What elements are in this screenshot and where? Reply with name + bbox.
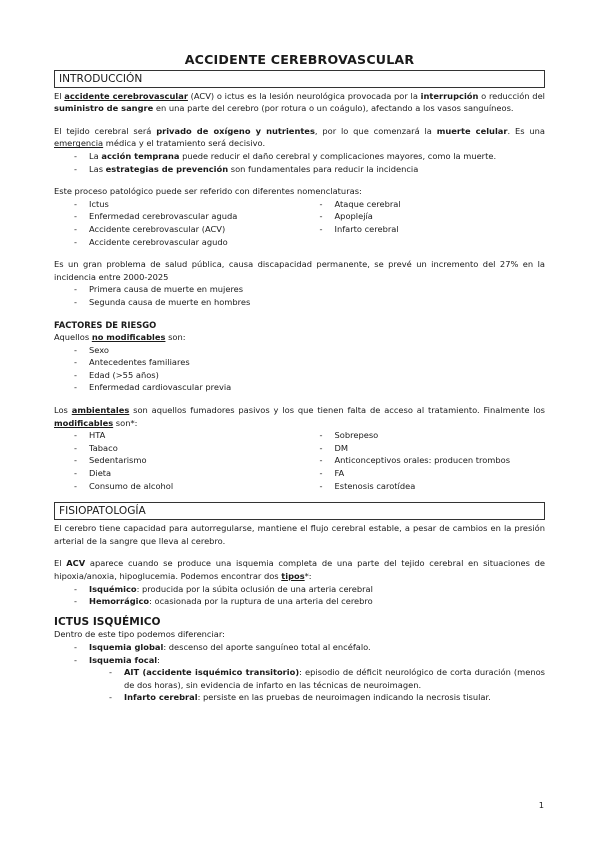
list-item: - Consumo de alcohol bbox=[54, 480, 300, 493]
text: en una parte del cerebro (por rotura o un coágulo), afectando a los vasos sanguíneos. bbox=[153, 103, 514, 114]
ictus-heading: ICTUS ISQUÉMICO bbox=[54, 615, 161, 628]
text: El bbox=[54, 90, 65, 101]
list-item: - AIT (accidente isquémico transitorio): episodio de déficit neurológico de corta duración (menos de dos horas), sin evidencia de infarto en las técnicas de neuroimagen. bbox=[54, 666, 545, 691]
list-item: - Estenosis carotídea bbox=[300, 480, 546, 493]
nomenclature-columns bbox=[54, 198, 545, 248]
list-item: - Sexo bbox=[54, 344, 545, 357]
intro-list bbox=[54, 150, 545, 175]
text: o reducción del bbox=[478, 90, 545, 101]
text: , por lo que comenzará la bbox=[314, 125, 437, 136]
list-item: - Sedentarismo bbox=[54, 454, 300, 467]
focal-sublist bbox=[54, 666, 545, 704]
list-item: - DM bbox=[300, 442, 546, 455]
list-item: - Enfermedad cardiovascular previa bbox=[54, 381, 545, 394]
fisio-paragraph-1: El cerebro tiene capacidad para autorregularse, mantiene el flujo cerebral estable, a pesar de cambios en la presión arterial de la sangre que lleva al cerebro. bbox=[54, 523, 545, 546]
list-item: - Hemorrágico: ocasionada por la ruptura de una arteria del cerebro bbox=[54, 595, 545, 608]
document-body bbox=[54, 54, 545, 704]
list-item: - Sobrepeso bbox=[300, 429, 546, 442]
list-item: - FA bbox=[300, 467, 546, 480]
list-item: - Accidente cerebrovascular (ACV) bbox=[54, 223, 300, 236]
list-item: - Segunda causa de muerte en hombres bbox=[54, 296, 545, 309]
nonmod-list bbox=[54, 344, 545, 394]
text: médica y el tratamiento será decisivo. bbox=[103, 138, 266, 149]
nonmod-intro: Aquellos no modificables son: bbox=[54, 332, 186, 343]
mod-left bbox=[54, 429, 300, 492]
page-title: ACCIDENTE CEREBROVASCULAR bbox=[184, 52, 415, 67]
text: (ACV) o ictus es la lesión neurológica provocada por la bbox=[187, 90, 421, 101]
term-suministro: suministro de sangre bbox=[54, 103, 154, 114]
term-emergencia: emergencia bbox=[54, 138, 104, 149]
list-item: - Apoplejía bbox=[300, 210, 546, 223]
fisio-paragraph-2: El ACV aparece cuando se produce una isquemia completa de una parte del tejido cerebral en situaciones de hipoxia/anoxia, hipoglucemia. Podemos encontrar dos tipos*: bbox=[54, 558, 546, 581]
list-item: - Enfermedad cerebrovascular aguda bbox=[54, 210, 300, 223]
text: El tejido cerebral será bbox=[54, 125, 157, 136]
list-item: - Las estrategias de prevención son fundamentales para reducir la incidencia bbox=[54, 163, 545, 176]
list-item: - Primera causa de muerte en mujeres bbox=[54, 283, 545, 296]
list-item: - Edad (>55 años) bbox=[54, 369, 545, 382]
section-heading-fisiopatologia: FISIOPATOLOGÍA bbox=[54, 502, 545, 520]
list-item: - Ataque cerebral bbox=[300, 198, 546, 211]
page-number: 1 bbox=[538, 800, 544, 810]
ambientales-paragraph: Los ambientales son aquellos fumadores pasivos y los que tienen falta de acceso al tratamiento. Finalmente los modificables son*: bbox=[54, 405, 545, 428]
text: . Es una bbox=[507, 125, 545, 136]
list-item: - Infarto cerebral: persiste en las pruebas de neuroimagen indicando la necrosis tisular. bbox=[54, 691, 545, 704]
term-acv: accidente cerebrovascular bbox=[64, 90, 188, 101]
mortality-list bbox=[54, 283, 545, 308]
list-item: - Anticonceptivos orales: producen trombos bbox=[300, 454, 546, 467]
intro-paragraph-3: Este proceso patológico puede ser referido con diferentes nomenclaturas: bbox=[54, 186, 362, 197]
nomenclature-left bbox=[54, 198, 300, 248]
term-muerte-celular: muerte celular bbox=[436, 125, 508, 136]
list-item: - La acción temprana puede reducir el daño cerebral y complicaciones mayores, como la muerte. bbox=[54, 150, 545, 163]
list-item: - Antecedentes familiares bbox=[54, 356, 545, 369]
types-list bbox=[54, 583, 545, 608]
intro-paragraph-1 bbox=[54, 90, 545, 115]
list-item: - Infarto cerebral bbox=[300, 223, 546, 236]
list-item: - Isquémico: producida por la súbita oclusión de una arteria cerebral bbox=[54, 583, 545, 596]
term-interrupcion: interrupción bbox=[420, 90, 479, 101]
list-item: - Accidente cerebrovascular agudo bbox=[54, 236, 300, 249]
list-item: - Tabaco bbox=[54, 442, 300, 455]
intro-paragraph-2 bbox=[54, 125, 545, 150]
modifiable-columns bbox=[54, 429, 545, 492]
list-item: - HTA bbox=[54, 429, 300, 442]
mod-right bbox=[300, 429, 546, 492]
intro-paragraph-4: Es un gran problema de salud pública, causa discapacidad permanente, se prevé un incremento del 27% en la incidencia entre 2000-2025 bbox=[54, 259, 545, 282]
list-item: - Isquemia global: descenso del aporte sanguíneo total al encéfalo. bbox=[54, 641, 545, 654]
list-item: - Isquemia focal: bbox=[54, 654, 545, 667]
ictus-intro: Dentro de este tipo podemos diferenciar: bbox=[54, 629, 225, 640]
ictus-list bbox=[54, 641, 545, 666]
section-heading-introduccion: INTRODUCCIÓN bbox=[54, 70, 545, 88]
risk-heading: FACTORES DE RIESGO bbox=[54, 319, 157, 330]
list-item: - Ictus bbox=[54, 198, 300, 211]
nomenclature-right bbox=[300, 198, 546, 248]
term-privado: privado de oxígeno y nutrientes bbox=[156, 125, 315, 136]
list-item: - Dieta bbox=[54, 467, 300, 480]
